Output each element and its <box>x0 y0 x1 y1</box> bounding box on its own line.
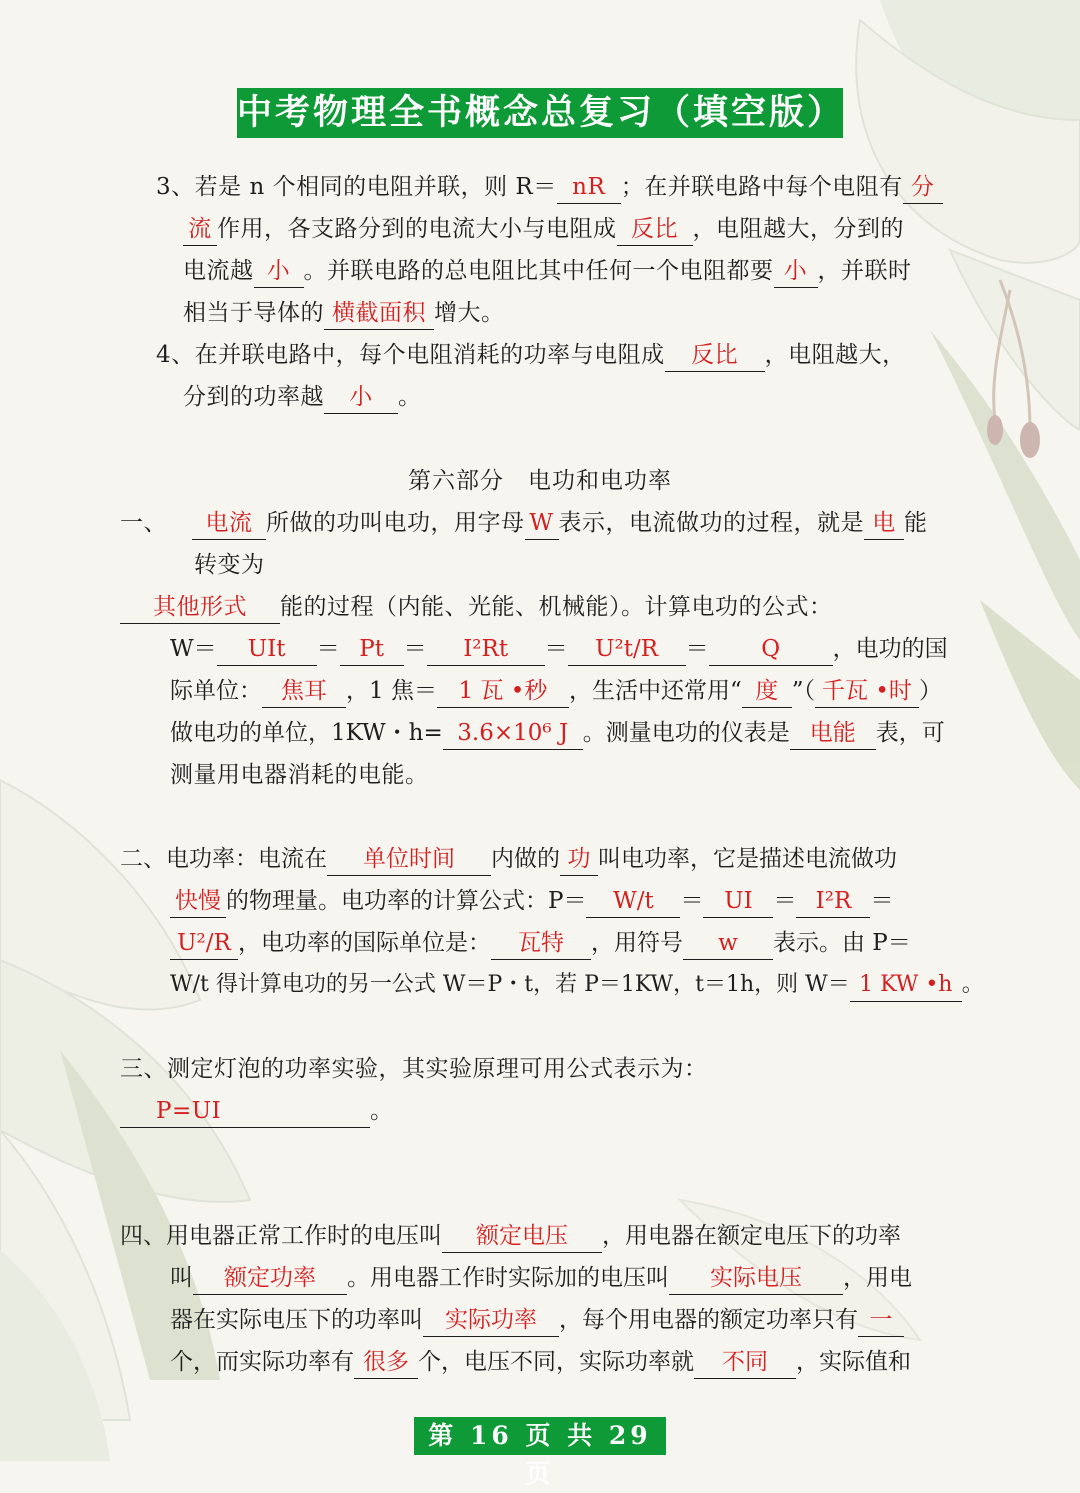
blank: w <box>683 927 773 960</box>
blank: 一 <box>858 1304 904 1337</box>
part1-line3: 其他形式 能的过程（内能、光能、机械能）。计算电功的公式： <box>120 586 833 628</box>
blank: P=UI <box>120 1095 370 1128</box>
item4-line1: 4、在并联电路中，每个电阻消耗的功率与电阻成 反比 ，电阻越大， <box>156 334 906 376</box>
blank: 反比 <box>665 339 765 372</box>
blank: 电流 <box>192 507 266 540</box>
blank: 度 <box>742 675 792 708</box>
blank: 快慢 <box>170 885 226 918</box>
blank: 小 <box>324 381 398 414</box>
blank: 横截面积 <box>324 297 434 330</box>
part1-line1: 一、 电流 所做的功叫电功，用字母 W 表示，电流做功的过程，就是 电 能 <box>120 502 928 544</box>
part4-line3: 器在实际电压下的功率叫 实际功率 ，每个用电器的额定功率只有 一 <box>170 1299 904 1341</box>
part2-line2: 快慢 的物理量。电功率的计算公式：P＝ W/t ＝ UI ＝ I²R ＝ <box>170 880 893 922</box>
blank: 电能 <box>790 717 876 750</box>
blank: 瓦特 <box>491 927 591 960</box>
item3-line2: 流 作用，各支路分到的电流大小与电阻成 反比 ，电阻越大，分到的 <box>183 208 904 250</box>
blank: 反比 <box>617 213 693 246</box>
part2-line3: U²/R ，电功率的国际单位是： 瓦特 ，用符号 w 表示。由 P＝ <box>170 922 911 964</box>
blank: 实际电压 <box>669 1262 843 1295</box>
blank: 不同 <box>694 1346 796 1379</box>
blank: 流 <box>183 213 217 246</box>
blank: nR <box>557 171 621 204</box>
blank: W <box>525 507 559 540</box>
item3-line4: 相当于导体的 横截面积 增大。 <box>183 292 505 334</box>
part4-line1: 四、用电器正常工作时的电压叫 额定电压 ，用电器在额定电压下的功率 <box>120 1215 901 1257</box>
blank: 小 <box>774 255 818 288</box>
part1-unit-line: 际单位： 焦耳 ，1 焦＝ 1 瓦 •秒 ，生活中还常用“ 度 ”（ 千瓦 •时 ） <box>170 670 942 712</box>
blank: U²t/R <box>568 633 686 666</box>
part3-line1: 三、测定灯泡的功率实验，其实验原理可用公式表示为： <box>120 1056 708 1082</box>
page-title: 中考物理全书概念总复习（填空版） <box>237 88 843 138</box>
blank: 实际功率 <box>423 1304 559 1337</box>
blank: 1 瓦 •秒 <box>437 675 569 708</box>
item4-line2: 分到的功率越 小 。 <box>183 376 422 418</box>
section-heading: 第六部分 电功和电功率 <box>408 468 672 494</box>
blank: 电 <box>864 507 904 540</box>
page-number-footer: 第 16 页 共 29 页 <box>414 1417 666 1455</box>
blank: W/t <box>586 885 680 918</box>
blank: UI <box>703 885 773 918</box>
blank: 其他形式 <box>120 591 280 624</box>
blank: 3.6×10⁶ J <box>443 717 583 750</box>
blank: 小 <box>254 255 304 288</box>
blank: Pt <box>340 633 404 666</box>
blank: UIt <box>217 633 317 666</box>
blank: I²Rt <box>427 633 545 666</box>
part1-kwh-line: 做电功的单位，1KW・h= 3.6×10⁶ J 。测量电功的仪表是 电能 表，可 <box>170 712 945 754</box>
blank: 千瓦 •时 <box>815 675 919 708</box>
part2-line4: W/t 得计算电功的另一公式 W＝P・t，若 P＝1KW，t＝1h，则 W＝ 1 KW •h 。 <box>170 964 984 1006</box>
blank: U²/R <box>170 927 238 960</box>
part1-line7: 测量用电器消耗的电能。 <box>170 762 429 788</box>
blank: I²R <box>796 885 870 918</box>
blank: 额定功率 <box>193 1262 347 1295</box>
part1-line2: 转变为 <box>194 552 265 578</box>
part3-line2: P=UI 。 <box>120 1090 394 1132</box>
blank: 功 <box>560 843 598 876</box>
blank: 很多 <box>354 1346 418 1379</box>
part2-line1: 二、电功率：电流在 单位时间 内做的 功 叫电功率，它是描述电流做功 <box>120 838 897 880</box>
blank: 额定电压 <box>442 1220 602 1253</box>
blank: 单位时间 <box>327 843 491 876</box>
item3-line1: 3、若是 n 个相同的电阻并联，则 R＝ nR ；在并联电路中每个电阻有 分 <box>156 166 943 208</box>
part4-line4: 个，而实际功率有 很多 个，电压不同，实际功率就 不同 ，实际值和 <box>170 1341 911 1383</box>
blank: 1 KW •h <box>850 969 962 1002</box>
item3-line3: 电流越 小 。并联电路的总电阻比其中任何一个电阻都要 小 ，并联时 <box>183 250 912 292</box>
blank: 分 <box>903 171 943 204</box>
part1-formula-line: W＝ UIt ＝ Pt ＝ I²Rt ＝ U²t/R ＝ Q ，电功的国 <box>170 628 948 670</box>
blank: Q <box>709 633 833 666</box>
blank: 焦耳 <box>262 675 346 708</box>
part4-line2: 叫 额定功率 。用电器工作时实际加的电压叫 实际电压 ，用电 <box>170 1257 912 1299</box>
